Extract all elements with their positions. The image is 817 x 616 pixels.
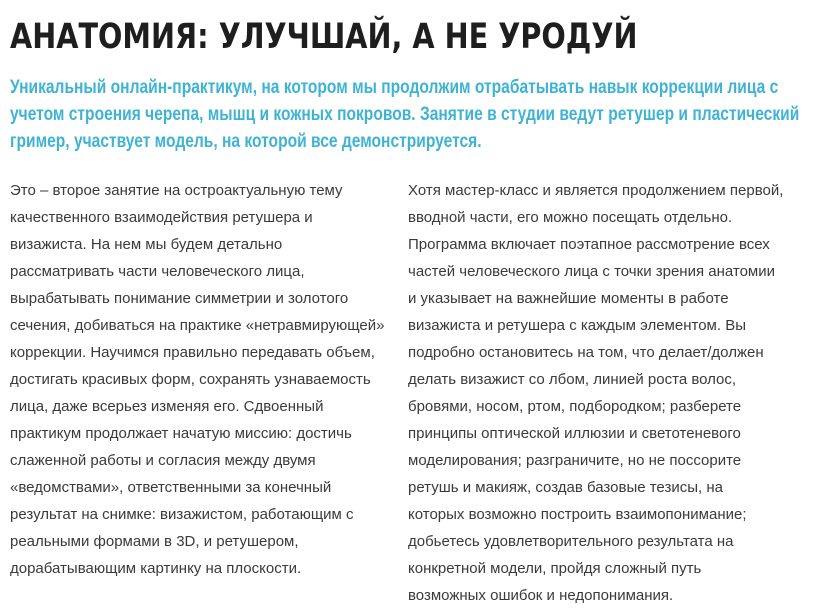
text-line: сечения, добиваться на практике «нетравмирующей» [10, 317, 385, 334]
text-line: принципы оптической иллюзии и светотеневого [408, 425, 741, 442]
text-line: возможных ошибок и недопонимания. [408, 587, 674, 604]
text-line: ретушь и макияж, создав базовые тезисы, на [408, 479, 723, 496]
text-line: вырабатывать понимание симметрии и золотого [10, 290, 349, 307]
text-line: Это – второе занятие на остроактуальную тему [10, 182, 343, 199]
text-line: достигать красивых форм, сохранять узнаваемость [10, 371, 371, 388]
text-line: вводной части, его можно посещать отдельно. [408, 209, 733, 226]
text-line: бровями, носом, ртом, подбородком; разберете [408, 398, 742, 415]
text-line: добьетесь удовлетворительного результата на [408, 533, 734, 550]
text-line: коррекции. Научимся правильно передавать объем, [10, 344, 375, 361]
text-line: слаженной работы и согласия между двумя [10, 452, 316, 469]
text-line: частей человеческого лица с точки зрения анатомии [408, 263, 776, 280]
text-line: Хотя мастер-класс и является продолжением первой, [408, 182, 784, 199]
lead-line: гример, участвует модель, на которой все демонстрируется. [10, 131, 482, 152]
text-line: делать визажист со лбом, линией роста волос, [408, 371, 737, 388]
lead-line: учетом строения черепа, мышц и кожных покровов. Занятие в студии ведут ретушер и пластический [10, 104, 800, 125]
text-line: подробно остановитесь на том, что делает/должен [408, 344, 764, 361]
text-line: лица, даже всерьез изменяя его. Сдвоенный [10, 398, 324, 415]
text-line: и указывает на важнейшие моменты в работе [408, 290, 729, 307]
text-line: визажиста. На нем мы будем детально [10, 236, 283, 253]
text-line: практикум продолжает начатую миссию: достичь [10, 425, 352, 442]
page-title: АНАТОМИЯ: УЛУЧШАЙ, А НЕ УРОДУЙ [10, 17, 638, 57]
text-line: результат на снимке: визажистом, работающим с [10, 506, 354, 523]
left-column-text [10, 177, 384, 582]
lead-line: Уникальный онлайн-практикум, на котором мы продолжим отрабатывать навык коррекции лица с [10, 77, 779, 98]
text-line: Программа включает поэтапное рассмотрение всех [408, 236, 770, 253]
text-line: «ведомствами», ответственными за конечный [10, 479, 332, 496]
text-line: дорабатывающим картинку на плоскости. [10, 560, 302, 577]
text-line: реальными формами в 3D, и ретушером, [10, 533, 299, 550]
text-line: визажиста и ретушера с каждым элементом. Вы [408, 317, 746, 334]
lead-paragraph [10, 74, 800, 155]
text-line: рассматривать части человеческого лица, [10, 263, 305, 280]
text-line: качественного взаимодействия ретушера и [10, 209, 313, 226]
text-line: моделирования; разграничите, но не поссорите [408, 452, 742, 469]
right-column-text [408, 177, 783, 609]
text-line: конкретной модели, пройдя сложный путь [408, 560, 702, 577]
text-line: которых возможно построить взаимопонимание; [408, 506, 747, 523]
